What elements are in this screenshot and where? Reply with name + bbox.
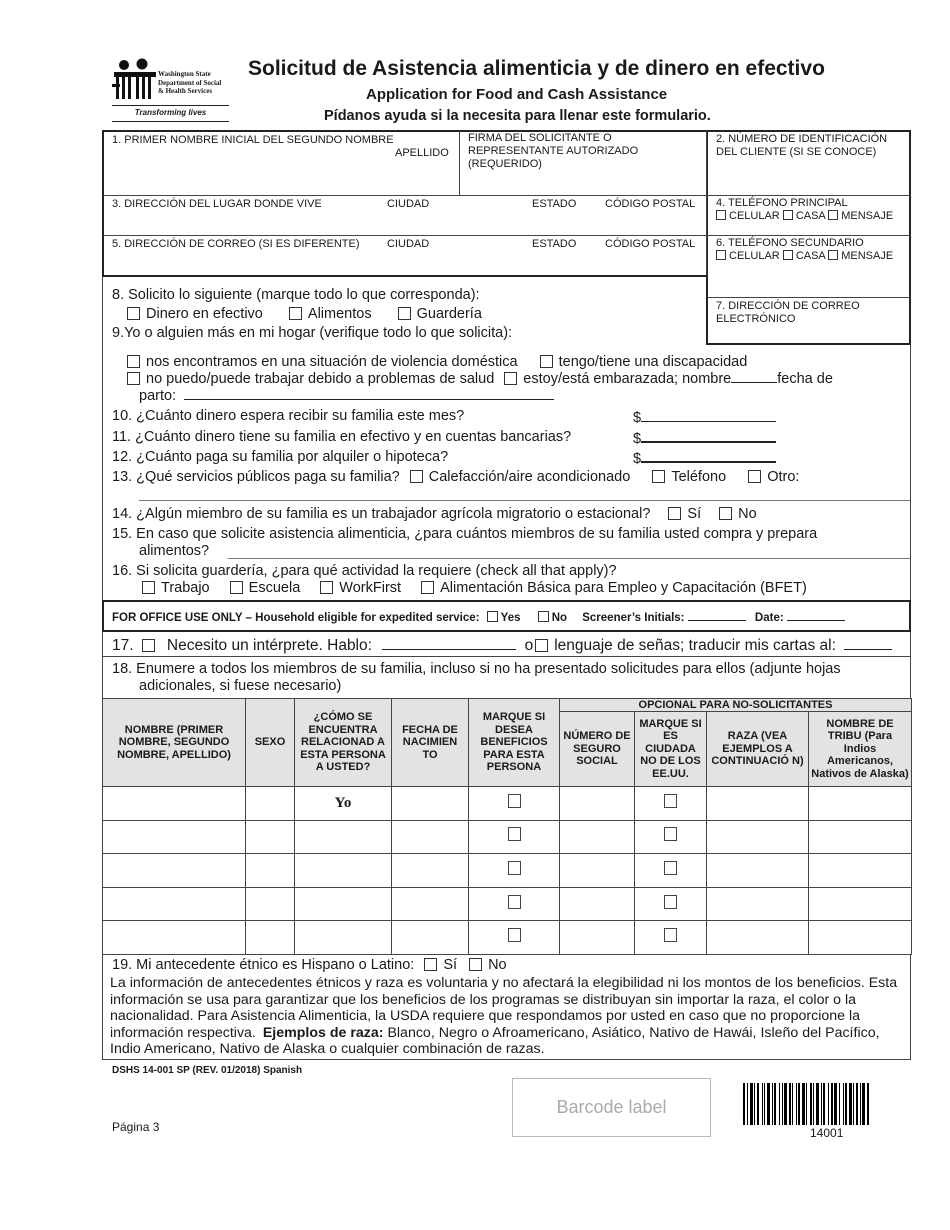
heating-checkbox[interactable]: [410, 470, 423, 483]
relationship-cell[interactable]: [295, 854, 392, 888]
letter-language-field[interactable]: [844, 649, 892, 650]
field-6-phone[interactable]: 6. TELÉFONO SECUNDARIO CELULAR CASA MENSAJE: [716, 237, 906, 263]
ssn-cell[interactable]: [560, 921, 635, 955]
name-cell[interactable]: [103, 921, 246, 955]
field-1-lastname-label: APELLIDO: [395, 147, 449, 159]
q13-label: 13. ¿Qué servicios públicos paga su familia?: [112, 469, 400, 485]
col-birthdate: FECHA DE NACIMIEN TO: [392, 699, 469, 787]
q12-label: 12. ¿Cuánto paga su familia por alquiler o hipoteca?: [112, 449, 449, 465]
col-name: NOMBRE (PRIMER NOMBRE, SEGUNDO NOMBRE, APELLIDO): [103, 699, 246, 787]
q17-number: 17.: [112, 637, 134, 654]
sex-cell[interactable]: [246, 921, 295, 955]
col-non-citizen: MARQUE SI ES CIUDADA NO DE LOS EE.UU.: [635, 712, 707, 787]
table-row: [103, 887, 912, 921]
tribe-cell[interactable]: [809, 820, 912, 854]
tribe-cell[interactable]: [809, 854, 912, 888]
race-cell[interactable]: [707, 820, 809, 854]
expedited-no-checkbox[interactable]: [538, 611, 549, 622]
q11-amount-field[interactable]: [641, 429, 776, 443]
q19-label: 19. Mi antecedente étnico es Hispano o Latino:: [112, 957, 415, 973]
phone-checkbox[interactable]: [652, 470, 665, 483]
interpreter-checkbox[interactable]: [142, 639, 155, 652]
barcode-number: 14001: [810, 1126, 844, 1140]
table-row: [103, 787, 912, 821]
bfet-checkbox[interactable]: [421, 581, 434, 594]
dshs-logo: [112, 58, 229, 124]
race-cell[interactable]: [707, 787, 809, 821]
family-figures-icon: [112, 58, 158, 102]
city-label: CIUDAD: [387, 238, 430, 250]
benefits-checkbox[interactable]: [508, 895, 521, 909]
q18-label-2: adicionales, si fuese necesario): [139, 678, 342, 694]
expedited-yes-checkbox[interactable]: [487, 611, 498, 622]
sex-cell[interactable]: [246, 820, 295, 854]
q12-amount-field[interactable]: [641, 449, 776, 463]
name-cell[interactable]: [103, 887, 246, 921]
q16-label: 16. Si solicita guardería, ¿para qué actividad la requiere (check all that apply)?: [112, 563, 617, 579]
non-citizen-checkbox[interactable]: [664, 895, 677, 909]
work-checkbox[interactable]: [142, 581, 155, 594]
disability-checkbox[interactable]: [540, 355, 553, 368]
q11-label: 11. ¿Cuánto dinero tiene su familia en efectivo y en cuentas bancarias?: [112, 429, 572, 445]
col-tribe: NOMBRE DE TRIBU (Para Indios Americanos, Nativos de Alaska): [809, 712, 912, 787]
q13-other-line[interactable]: [139, 500, 910, 501]
pregnant-name-field[interactable]: [731, 382, 777, 383]
benefits-checkbox[interactable]: [508, 928, 521, 942]
field-5-mailing-address[interactable]: [112, 238, 702, 273]
birthdate-cell[interactable]: [392, 787, 469, 821]
logo-tagline: Transforming lives: [134, 108, 207, 117]
message-checkbox[interactable]: [828, 210, 838, 220]
food-checkbox[interactable]: [289, 307, 302, 320]
benefits-checkbox[interactable]: [508, 794, 521, 808]
field-7-email[interactable]: 7. DIRECCIÓN DE CORREO ELECTRÓNICO: [716, 300, 860, 325]
page-title: Solicitud de Asistencia alimenticia y de dinero en efectivo: [248, 57, 825, 80]
language-field[interactable]: [382, 649, 516, 650]
state-label: ESTADO: [532, 198, 577, 210]
table-row: [103, 820, 912, 854]
field-1-label: 1. PRIMER NOMBRE INICIAL DEL SEGUNDO NOMBRE: [112, 134, 394, 146]
q15-label-2: alimentos?: [139, 543, 210, 559]
hispanic-yes-checkbox[interactable]: [424, 958, 437, 971]
birthdate-cell[interactable]: [392, 921, 469, 955]
tribe-cell[interactable]: [809, 887, 912, 921]
relationship-cell[interactable]: [295, 887, 392, 921]
state-label: ESTADO: [532, 238, 577, 250]
q10-amount-field[interactable]: [641, 408, 776, 422]
non-citizen-checkbox[interactable]: [664, 827, 677, 841]
q10-label: 10. ¿Cuánto dinero espera recibir su familia este mes?: [112, 408, 465, 424]
message-checkbox[interactable]: [828, 250, 838, 260]
school-checkbox[interactable]: [230, 581, 243, 594]
field-2-client-id[interactable]: 2. NÚMERO DE IDENTIFICACIÓN DEL CLIENTE (SI SE CONOCE): [716, 133, 888, 158]
zip-label: CÓDIGO POSTAL: [605, 198, 696, 210]
other-checkbox[interactable]: [748, 470, 761, 483]
race-cell[interactable]: [707, 921, 809, 955]
name-cell[interactable]: [103, 854, 246, 888]
childcare-checkbox[interactable]: [398, 307, 411, 320]
logo-org-line1: Washington State: [158, 70, 211, 78]
logo-org-line3: & Health Services: [158, 87, 213, 95]
field-3-address[interactable]: [112, 198, 702, 233]
race-cell[interactable]: [707, 854, 809, 888]
logo-org-line2: Department of Social: [158, 78, 222, 87]
field-4-label: 4. TELÉFONO PRINCIPAL: [716, 197, 848, 209]
office-use-label: FOR OFFICE USE ONLY – Household eligible for expedited service:: [112, 612, 480, 624]
col-race: RAZA (VEA EJEMPLOS A CONTINUACIÓ N): [707, 712, 809, 787]
ssn-cell[interactable]: [560, 854, 635, 888]
domestic-violence-checkbox[interactable]: [127, 355, 140, 368]
sex-cell[interactable]: [246, 854, 295, 888]
zip-label: CÓDIGO POSTAL: [605, 238, 696, 250]
ssn-cell[interactable]: [560, 887, 635, 921]
cannot-work-checkbox[interactable]: [127, 372, 140, 385]
tribe-cell[interactable]: [809, 921, 912, 955]
field-5-label: 5. DIRECCIÓN DE CORREO (SI ES DIFERENTE): [112, 238, 360, 250]
birthdate-cell[interactable]: [392, 854, 469, 888]
q9-label: 9.Yo o alguien más en mi hogar (verifique todo lo que solicita):: [112, 325, 513, 341]
table-row: [103, 854, 912, 888]
col-ssn: NÚMERO DE SEGURO SOCIAL: [560, 712, 635, 787]
col-sex: SEXO: [246, 699, 295, 787]
birthdate-cell[interactable]: [392, 820, 469, 854]
q14-label: 14. ¿Algún miembro de su familia es un trabajador agrícola migratorio o estacional?: [112, 506, 651, 522]
screener-initials-field[interactable]: [688, 620, 746, 621]
sign-language-checkbox[interactable]: [535, 639, 548, 652]
q15-label: 15. En caso que solicite asistencia alimenticia, ¿para cuántos miembros de su familia usted compra y prepara: [112, 526, 818, 542]
non-citizen-checkbox[interactable]: [664, 861, 677, 875]
benefits-checkbox[interactable]: [508, 861, 521, 875]
office-date-field[interactable]: [787, 620, 845, 621]
barcode-label-box: Barcode label: [512, 1078, 711, 1137]
field-3-label: 3. DIRECCIÓN DEL LUGAR DONDE VIVE: [112, 198, 322, 210]
non-citizen-checkbox[interactable]: [664, 794, 677, 808]
non-citizen-checkbox[interactable]: [664, 928, 677, 942]
q18-label: 18. Enumere a todos los miembros de su familia, incluso si no ha presentado solicitudes para ellos (adjunte hojas: [112, 661, 841, 677]
ssn-cell[interactable]: [560, 820, 635, 854]
cell-checkbox[interactable]: [716, 250, 726, 260]
benefits-checkbox[interactable]: [508, 827, 521, 841]
cell-checkbox[interactable]: [716, 210, 726, 220]
sex-cell[interactable]: [246, 887, 295, 921]
ssn-cell[interactable]: [560, 787, 635, 821]
race-cell[interactable]: [707, 887, 809, 921]
hispanic-no-checkbox[interactable]: [469, 958, 482, 971]
tribe-cell[interactable]: [809, 787, 912, 821]
signature-field[interactable]: FIRMA DEL SOLICITANTE O REPRESENTANTE AUTORIZADO (REQUERIDO): [468, 132, 639, 170]
q19-disclaimer: La información de antecedentes étnicos y raza es voluntaria y no afectará la elegibilidad ni los montos de los beneficios. Esta información se usa para garantizar que los beneficios de los programas se distribuyan sin importar la raza, el color o la nacionalidad. Para Asistencia Alimenticia, la USDA requiere que respondamos por usted en caso que no proporcione la información respectiva. Ejemplos de raza: Blanco, Negro o Afroamericano, Asiático, Nativo de Hawái, Isleño del Pacífico, Indio Americano, Nativo de Alaska o cualquier combinación de razas.: [110, 975, 898, 1058]
q14-yes-checkbox[interactable]: [668, 507, 681, 520]
page-number: Página 3: [112, 1120, 160, 1134]
name-cell[interactable]: [103, 820, 246, 854]
household-members-table: [102, 698, 912, 955]
table-row: [103, 921, 912, 955]
field-1-name[interactable]: [112, 134, 452, 192]
name-cell[interactable]: [103, 787, 246, 821]
city-label: CIUDAD: [387, 198, 430, 210]
relationship-cell[interactable]: [295, 820, 392, 854]
sex-cell[interactable]: [246, 787, 295, 821]
col-benefits: MARQUE SI DESEA BENEFICIOS PARA ESTA PERSONA: [469, 699, 560, 787]
cash-checkbox[interactable]: [127, 307, 140, 320]
relationship-cell[interactable]: Yo: [295, 787, 392, 821]
q8-label: 8. Solicito lo siguiente (marque todo lo que corresponda):: [112, 287, 480, 303]
page-subtitle: Application for Food and Cash Assistance: [366, 86, 668, 103]
birthdate-cell[interactable]: [392, 887, 469, 921]
optional-non-applicants-header: OPCIONAL PARA NO-SOLICITANTES: [560, 699, 912, 712]
field-4-phone[interactable]: 4. TELÉFONO PRINCIPAL CELULAR CASA MENSAJE: [716, 197, 906, 223]
home-checkbox[interactable]: [783, 210, 793, 220]
help-text: Pídanos ayuda si la necesita para llenar este formulario.: [324, 108, 711, 124]
relationship-cell[interactable]: [295, 921, 392, 955]
field-6-label: 6. TELÉFONO SECUNDARIO: [716, 237, 864, 249]
workfirst-checkbox[interactable]: [320, 581, 333, 594]
col-relationship: ¿CÓMO SE ENCUENTRA RELACIONAD A ESTA PERSONA A USTED?: [295, 699, 392, 787]
form-id: DSHS 14-001 SP (REV. 01/2018) Spanish: [112, 1065, 303, 1076]
pregnant-checkbox[interactable]: [504, 372, 517, 385]
q14-no-checkbox[interactable]: [719, 507, 732, 520]
due-date-field[interactable]: [184, 399, 554, 400]
q15-count-line[interactable]: [228, 558, 910, 559]
home-checkbox[interactable]: [783, 250, 793, 260]
barcode-icon: [743, 1083, 910, 1125]
